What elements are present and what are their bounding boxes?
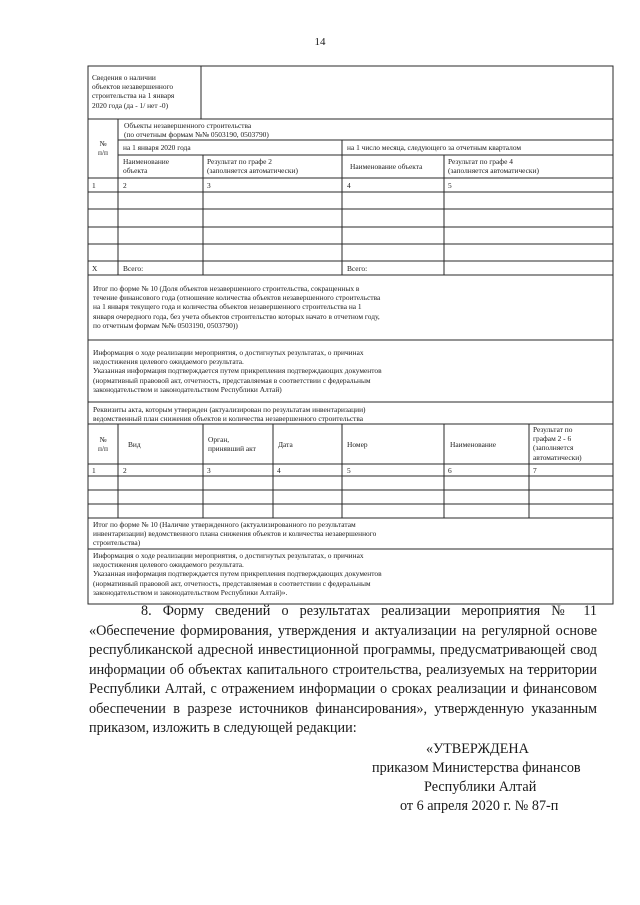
- progress-info-text: Информация о ходе реализации мероприятия, о достигнутых результатах, о причинах недостижения целевого ожидаемого результата. Указанная информация подтверждается путем прикрепления подтверждающих документов (нормативный правовой акт, отчетность, представляемая в соответствии с федеральным законодательством и законодательством Республики Алтай): [93, 348, 382, 394]
- col-number: 6: [448, 466, 452, 475]
- col-number: 7: [533, 466, 537, 475]
- row-number-header: № п/п: [98, 139, 108, 158]
- date-left-header: на 1 января 2020 года: [123, 143, 191, 152]
- col-number: 2: [123, 181, 127, 190]
- form-result-share-text: Итог по форме № 10 (Доля объектов незавершенного строительства, сокращенных в течение финансового года (отношение количества объектов незавершенного строительства на 1 января текущего года и количества объектов незавершенного строительства на 1 января очередного года, без учета объектов строительство которых начато в отчетном году, по отчетным формам №№ 0503190, 0503790)): [93, 284, 381, 330]
- object-name-left-header: Наименование объекта: [123, 157, 170, 176]
- approval-order: приказом Министерства финансов: [372, 760, 581, 776]
- act-organ-header: Орган, принявший акт: [208, 435, 256, 454]
- objects-header: Объекты незавершенного строительства (по отчетным формам №№ 0503190, 0503790): [124, 121, 269, 140]
- col-number: 2: [123, 466, 127, 475]
- total-left-label: Всего:: [123, 264, 144, 273]
- progress-info-text: Информация о ходе реализации мероприятия, о достигнутых результатах, о причинах недостижения целевого ожидаемого результата. Указанная информация подтверждается путем прикрепления подтверждающих документов (нормативный правовой акт, отчетность, представляемая в соответствии с федеральным законодательством и законодательством Республики Алтай)».: [93, 551, 382, 597]
- col-number: 4: [347, 181, 351, 190]
- col-number: 1: [92, 181, 96, 190]
- col-number: 5: [448, 181, 452, 190]
- unfinished-objects-flag-label: Сведения о наличии объектов незавершенного строительства на 1 января 2020 года (да - 1/ нет -0): [92, 73, 175, 110]
- act-name-header: Наименование: [450, 440, 497, 449]
- approval-title: «УТВЕРЖДЕНА: [426, 741, 529, 757]
- act-result-header: Результат по графам 2 - 6 (заполняется автоматически): [533, 425, 582, 462]
- row-number-header: № п/п: [98, 435, 108, 454]
- date-right-header: на 1 число месяца, следующего за отчетным кварталом: [347, 143, 522, 152]
- act-kind-header: Вид: [128, 440, 141, 449]
- col-number: 5: [347, 466, 351, 475]
- col-number: 3: [207, 181, 211, 190]
- form-result-plan-text: Итог по форме № 10 (Наличие утвержденного (актуализированного по результатам инвентаризации) ведомственного плана снижения объектов и количества незавершенного строительства): [93, 520, 377, 548]
- page-number: 14: [314, 36, 326, 48]
- approval-republic: Республики Алтай: [424, 779, 537, 795]
- col-number: 4: [277, 466, 281, 475]
- result-left-header: Результат по графе 2 (заполняется автоматически): [207, 157, 298, 176]
- amendment-paragraph: 8. Форму сведений о результатах реализации мероприятия № 11 «Обеспечение формирования, утверждения и актуализации на регулярной основе республиканской адресной инвестиционной программы, предусматривающей свод информации об объектах капитального строительства, реализуемых на территории Республики Алтай, с отражением информации о сроках реализации и финансовом обеспечении в разрезе источников финансирования», утвержденную указанным приказом, изложить в следующей редакции:: [89, 603, 597, 736]
- col-number: 1: [92, 466, 96, 475]
- total-right-label: Всего:: [347, 264, 368, 273]
- act-requisites-header: Реквизиты акта, которым утвержден (актуализирован по результатам инвентаризации) ведомственный план снижения объектов и количества незавершенного строительства: [93, 405, 366, 424]
- object-name-right-header: Наименование объекта: [350, 162, 423, 171]
- result-right-header: Результат по графе 4 (заполняется автоматически): [448, 157, 539, 176]
- act-number-header: Номер: [347, 440, 368, 449]
- total-x-mark: Х: [92, 264, 98, 273]
- act-date-header: Дата: [278, 440, 293, 449]
- col-number: 3: [207, 466, 211, 475]
- approval-date: от 6 апреля 2020 г. № 87-п: [400, 798, 559, 814]
